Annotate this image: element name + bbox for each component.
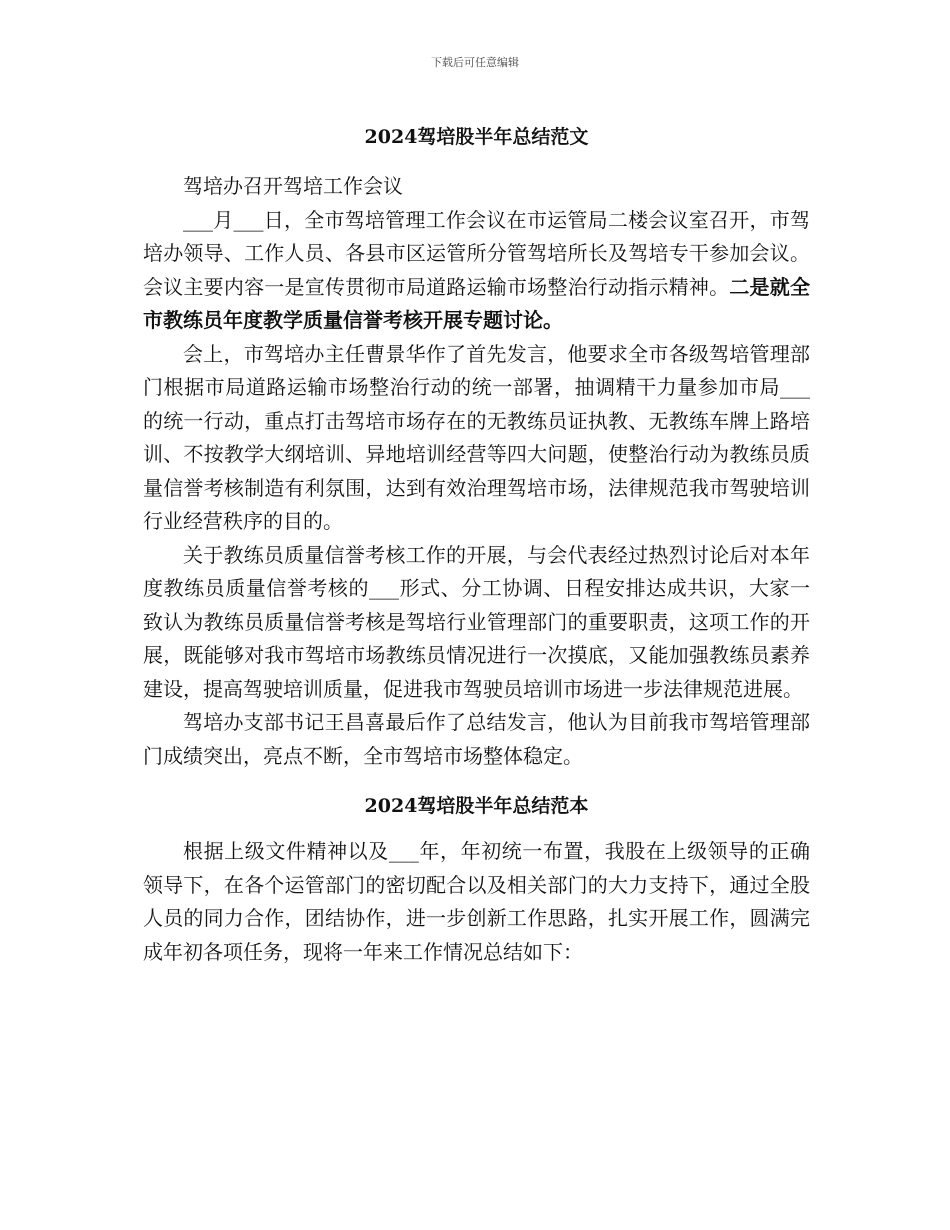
paragraph-closing-speech: 驾培办支部书记王昌喜最后作了总结发言，他认为目前我市驾培管理部门成绩突出，亮点不断，全市驾培市场整体稳定。	[143, 710, 810, 768]
header-note: 下载后可任意编辑	[431, 56, 519, 69]
paragraph-summary-intro: 根据上级文件精神以及___年，年初统一布置，我股在上级领导的正确领导下，在各个运管部门的密切配合以及相关部门的大力支持下，通过全股人员的同力合作，团结协作，进一步创新工作思路，扎实开展工作，圆满完成年初各项任务，现将一年来工作情况总结如下：	[143, 839, 810, 964]
paragraph-opening-speech: 会上，市驾培办主任曹景华作了首先发言，他要求全市各级驾培管理部门根据市局道路运输市场整治行动的统一部署，抽调精干力量参加市局___的统一行动，重点打击驾培市场存在的无教练员证执教、无教练车牌上路培训、不按教学大纲培训、异地培训经营等四大问题，使整治行动为教练员质量信誉考核制造有利氛围，达到有效治理驾培市场，法律规范我市驾驶培训行业经营秩序的目的。	[143, 341, 810, 533]
meeting-heading: 驾培办召开驾培工作会议	[183, 174, 403, 198]
section-title: 2024驾培股半年总结范本	[364, 795, 589, 817]
document-body	[143, 120, 810, 969]
paragraph-assessment-discussion: 关于教练员质量信誉考核工作的开展，与会代表经过热烈讨论后对本年度教练员质量信誉考核的___形式、分工协调、日程安排达成共识，大家一致认为教练员质量信誉考核是驾培行业管理部门的重要职责，这项工作的开展，既能够对我市驾培市场教练员情况进行一次摸底，又能加强教练员素养建设，提高驾驶培训质量，促进我市驾驶员培训市场进一步法律规范进展。	[143, 542, 810, 701]
paragraph-text: ___月___日，全市驾培管理工作会议在市运管局二楼会议室召开，市驾培办领导、工作人员、各县市区运管所分管驾培所长及驾培专干参加会议。会议主要内容一是宣传贯彻市局道路运输市场整治行动指示精神。	[143, 207, 810, 299]
document-title: 2024驾培股半年总结范文	[364, 126, 589, 148]
paragraph-bold-text: 二是就全市教练员年度教学质量信誉考核开展专题讨论。	[143, 274, 810, 332]
paragraph-meeting-overview	[143, 204, 810, 338]
